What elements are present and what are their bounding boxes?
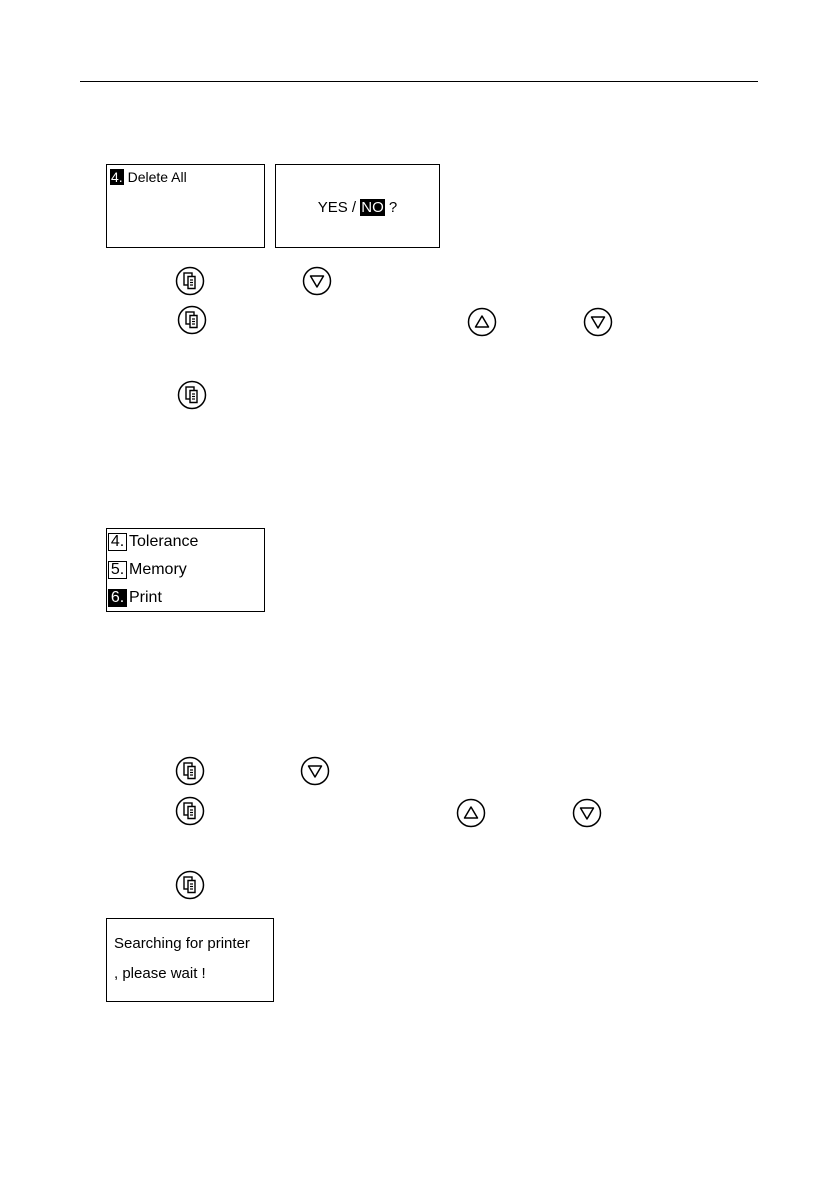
confirm-yes: YES — [317, 199, 348, 216]
menu-key-icon — [175, 870, 205, 900]
lcd-screen-menu — [106, 528, 265, 612]
menu-item-memory — [108, 561, 187, 579]
down-arrow-key-icon — [302, 266, 332, 296]
delete-all-row — [110, 169, 187, 185]
menu-item-index: 4. — [108, 533, 127, 551]
down-arrow-key-icon — [583, 307, 613, 337]
menu-item-label: Memory — [129, 561, 187, 578]
menu-key-icon — [175, 756, 205, 786]
down-arrow-key-icon — [300, 756, 330, 786]
lcd-screen-delete-all — [106, 164, 265, 248]
down-arrow-key-icon — [572, 798, 602, 828]
searching-line-1: Searching for printer — [114, 935, 250, 952]
lcd-screen-confirm — [275, 164, 440, 248]
up-arrow-key-icon — [456, 798, 486, 828]
lcd-screen-searching — [106, 918, 274, 1002]
menu-key-icon — [175, 266, 205, 296]
up-arrow-key-icon — [467, 307, 497, 337]
menu-key-icon — [175, 796, 205, 826]
delete-all-label: Delete All — [127, 169, 187, 185]
menu-item-tolerance — [108, 533, 198, 551]
menu-item-index: 5. — [108, 561, 127, 579]
menu-item-print — [108, 589, 162, 607]
confirm-no: NO — [361, 199, 384, 216]
delete-all-index: 4. — [111, 169, 123, 185]
menu-item-index: 6. — [108, 589, 127, 607]
menu-key-icon — [177, 305, 207, 335]
menu-key-icon — [177, 380, 207, 410]
menu-item-label: Tolerance — [129, 533, 199, 550]
confirm-suffix: ? — [384, 199, 398, 216]
searching-line-2: , please wait ! — [114, 965, 206, 982]
header-rule — [80, 81, 758, 82]
confirm-row — [276, 199, 439, 216]
confirm-separator: / — [347, 199, 361, 216]
menu-item-label: Print — [129, 589, 162, 606]
